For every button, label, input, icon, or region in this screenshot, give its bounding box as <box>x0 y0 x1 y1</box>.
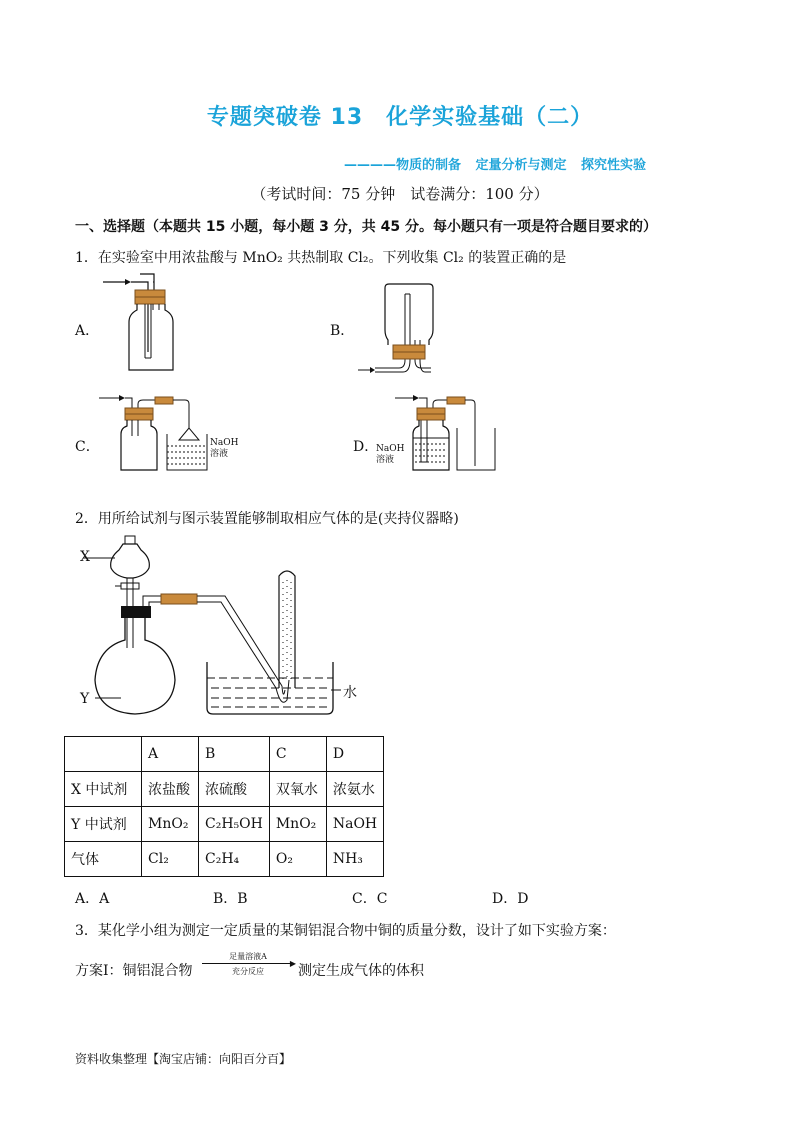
rubber-tube <box>155 397 173 404</box>
table-cell: NaOH <box>326 807 383 842</box>
q2-answer-c: C．C <box>352 891 388 907</box>
question-3-stem: 3．某化学小组为测定一定质量的某铜铝混合物中铜的质量分数，设计了如下实验方案： <box>75 923 616 939</box>
subtitle-part-1: 物质的制备 <box>395 158 461 173</box>
table-cell: 浓氨水 <box>326 772 383 807</box>
q2-answer-d: D．D <box>492 891 529 907</box>
separatory-funnel <box>111 544 150 578</box>
table-header-row <box>65 737 384 772</box>
arrow-top-text: 足量溶液A <box>229 952 267 961</box>
table-row <box>65 842 384 877</box>
footer-text: 资料收集整理【淘宝店铺：向阳百分百】 <box>75 1052 292 1066</box>
q2-answer-b: B．B <box>213 891 248 907</box>
table-cell <box>65 737 142 772</box>
beaker <box>457 428 495 470</box>
table-cell: 双氧水 <box>269 772 326 807</box>
table-cell: C <box>269 737 326 772</box>
question-1-stem: 1．在实验室中用浓盐酸与 MnO₂ 共热制取 Cl₂。下列收集 Cl₂ 的装置正确的是 <box>75 250 567 266</box>
apparatus-a-diagram <box>95 270 195 375</box>
q3-reaction-arrow <box>202 952 294 977</box>
q2-apparatus-diagram <box>75 530 365 725</box>
q2-label-x: X <box>80 549 90 565</box>
inverted-funnel <box>179 428 199 440</box>
inverted-gas-bottle <box>385 284 433 345</box>
q1-d-naoh-label <box>376 444 404 466</box>
subtitle-part-3: 探究性实验 <box>581 158 647 173</box>
table-cell: B <box>199 737 270 772</box>
rubber-tube <box>447 397 465 404</box>
subtitle-dash: ———— <box>343 158 396 173</box>
table-cell: NH₃ <box>326 842 383 877</box>
subtitle-part-2: 定量分析与测定 <box>475 158 567 173</box>
round-bottom-flask <box>95 618 175 714</box>
table-row <box>65 807 384 842</box>
apparatus-d-diagram <box>395 388 515 478</box>
naoh-text: NaOH <box>376 444 405 454</box>
solution-text: 溶液 <box>376 455 395 465</box>
q1-option-a-label: A． <box>75 323 100 339</box>
apparatus-b-diagram <box>355 280 445 380</box>
table-cell: 浓硫酸 <box>199 772 270 807</box>
arrow-bottom-text: 充分反应 <box>232 967 264 976</box>
q1-c-naoh-label <box>210 438 238 460</box>
table-cell: A <box>142 737 199 772</box>
arrow-head-icon: ▶ <box>289 959 296 968</box>
q2-answer-a: A．A <box>75 891 110 907</box>
arrow-line <box>202 959 296 968</box>
table-cell: C₂H₄ <box>199 842 270 877</box>
table-cell: X 中试剂 <box>65 772 142 807</box>
q3-plan-result: 测定生成气体的体积 <box>298 963 424 979</box>
table-cell: Cl₂ <box>142 842 199 877</box>
table-cell: MnO₂ <box>142 807 199 842</box>
table-cell: C₂H₅OH <box>199 807 270 842</box>
table-cell: MnO₂ <box>269 807 326 842</box>
flask-stopper <box>121 606 151 618</box>
section-heading: 一、选择题（本题共 15 小题，每小题 3 分，共 45 分。每小题只有一项是符合题目要求的） <box>75 219 657 235</box>
table-cell: O₂ <box>269 842 326 877</box>
gas-bottle <box>121 420 157 470</box>
table-row <box>65 772 384 807</box>
question-2-stem: 2．用所给试剂与图示装置能够制取相应气体的是(夹持仪器略) <box>75 511 459 527</box>
page-subtitle <box>0 154 800 173</box>
naoh-text: NaOH <box>210 438 239 448</box>
q3-plan-label: 方案Ⅰ：铜铝混合物 <box>75 963 193 979</box>
exam-time-line: （考试时间：75 分钟 试卷满分：100 分） <box>251 185 549 203</box>
table-cell: D <box>326 737 383 772</box>
q2-label-water: 水 <box>343 685 357 701</box>
solution-text: 溶液 <box>210 449 229 459</box>
q1-option-c-label: C． <box>75 439 100 455</box>
page-title: 专题突破卷 13 化学实验基础（二） <box>206 105 594 130</box>
table-cell: 气体 <box>65 842 142 877</box>
q2-label-y: Y <box>80 691 90 707</box>
q1-option-d-label: D． <box>353 439 379 455</box>
rubber-tube <box>161 594 197 604</box>
apparatus-c-diagram <box>95 388 235 478</box>
q2-reagent-table <box>64 736 384 877</box>
q1-option-b-label: B． <box>330 323 355 339</box>
table-cell: Y 中试剂 <box>65 807 142 842</box>
table-cell: 浓盐酸 <box>142 772 199 807</box>
